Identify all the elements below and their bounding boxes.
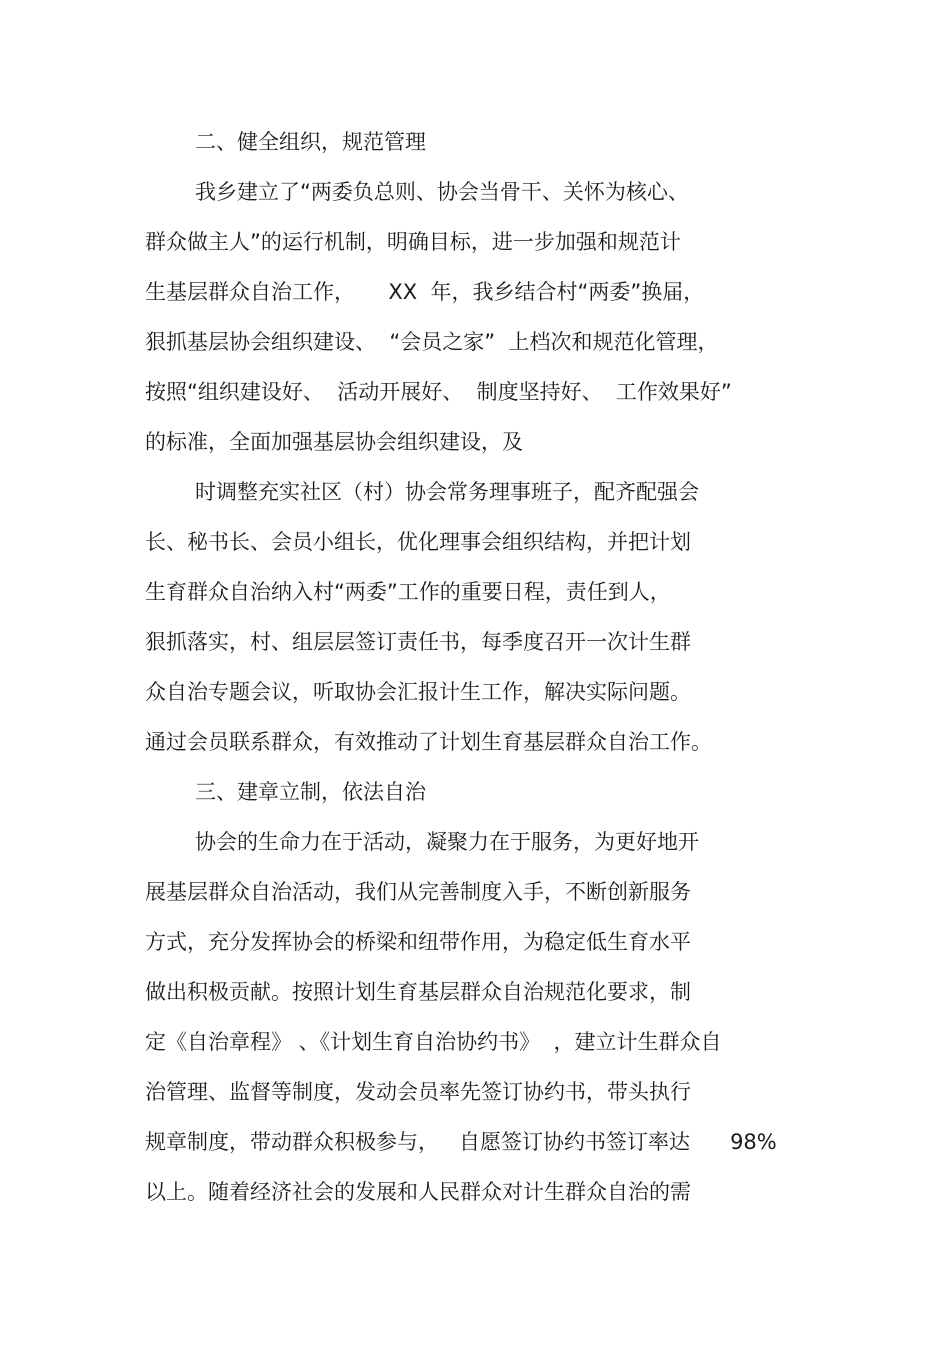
paragraph-line: 众自治专题会议，听取协会汇报计生工作，解决实际问题。 — [145, 680, 691, 704]
paragraph-line: 通过会员联系群众，有效推动了计划生育基层群众自治工作。 — [145, 730, 712, 754]
paragraph-line: 长、秘书长、会员小组长，优化理事会组织结构，并把计划 — [145, 530, 691, 554]
paragraph-line: 我乡建立了“两委负总则、协会当骨干、关怀为核心、 — [195, 180, 689, 204]
paragraph-line: 协会的生命力在于活动，凝聚力在于服务，为更好地开 — [195, 830, 699, 854]
paragraph-line: 定《自治章程》 、《计划生育自治协约书》 ，建立计生群众自 — [145, 1030, 722, 1054]
paragraph-line: 治管理、监督等制度，发动会员率先签订协约书，带头执行 — [145, 1080, 691, 1104]
paragraph-line: 展基层群众自治活动，我们从完善制度入手，不断创新服务 — [145, 880, 691, 904]
paragraph-line: 规章制度，带动群众积极参与， 自愿签订协约书签订率达 98% — [145, 1130, 777, 1154]
paragraph-line: 生基层群众自治工作， XX 年，我乡结合村“两委”换届， — [145, 280, 705, 304]
paragraph-line: 以上。随着经济社会的发展和人民群众对计生群众自治的需 — [145, 1180, 691, 1204]
paragraph-line: 方式，充分发挥协会的桥梁和纽带作用，为稳定低生育水平 — [145, 930, 691, 954]
paragraph-line: 按照“组织建设好、 活动开展好、 制度坚持好、 工作效果好” — [145, 380, 732, 404]
section-heading-3: 三、建章立制，依法自治 — [195, 780, 426, 804]
paragraph-line: 生育群众自治纳入村“两委”工作的重要日程，责任到人， — [145, 580, 671, 604]
paragraph-line: 狠抓落实，村、组层层签订责任书，每季度召开一次计生群 — [145, 630, 691, 654]
paragraph-line: 做出积极贡献。按照计划生育基层群众自治规范化要求，制 — [145, 980, 691, 1004]
paragraph-line: 的标准，全面加强基层协会组织建设，及 — [145, 430, 523, 454]
paragraph-line: 狠抓基层协会组织建设、 “会员之家” 上档次和规范化管理， — [145, 330, 719, 354]
paragraph-line: 时调整充实社区（村）协会常务理事班子，配齐配强会 — [195, 480, 699, 504]
section-heading-2: 二、健全组织，规范管理 — [195, 130, 426, 154]
paragraph-line: 群众做主人”的运行机制，明确目标，进一步加强和规范计 — [145, 230, 681, 254]
